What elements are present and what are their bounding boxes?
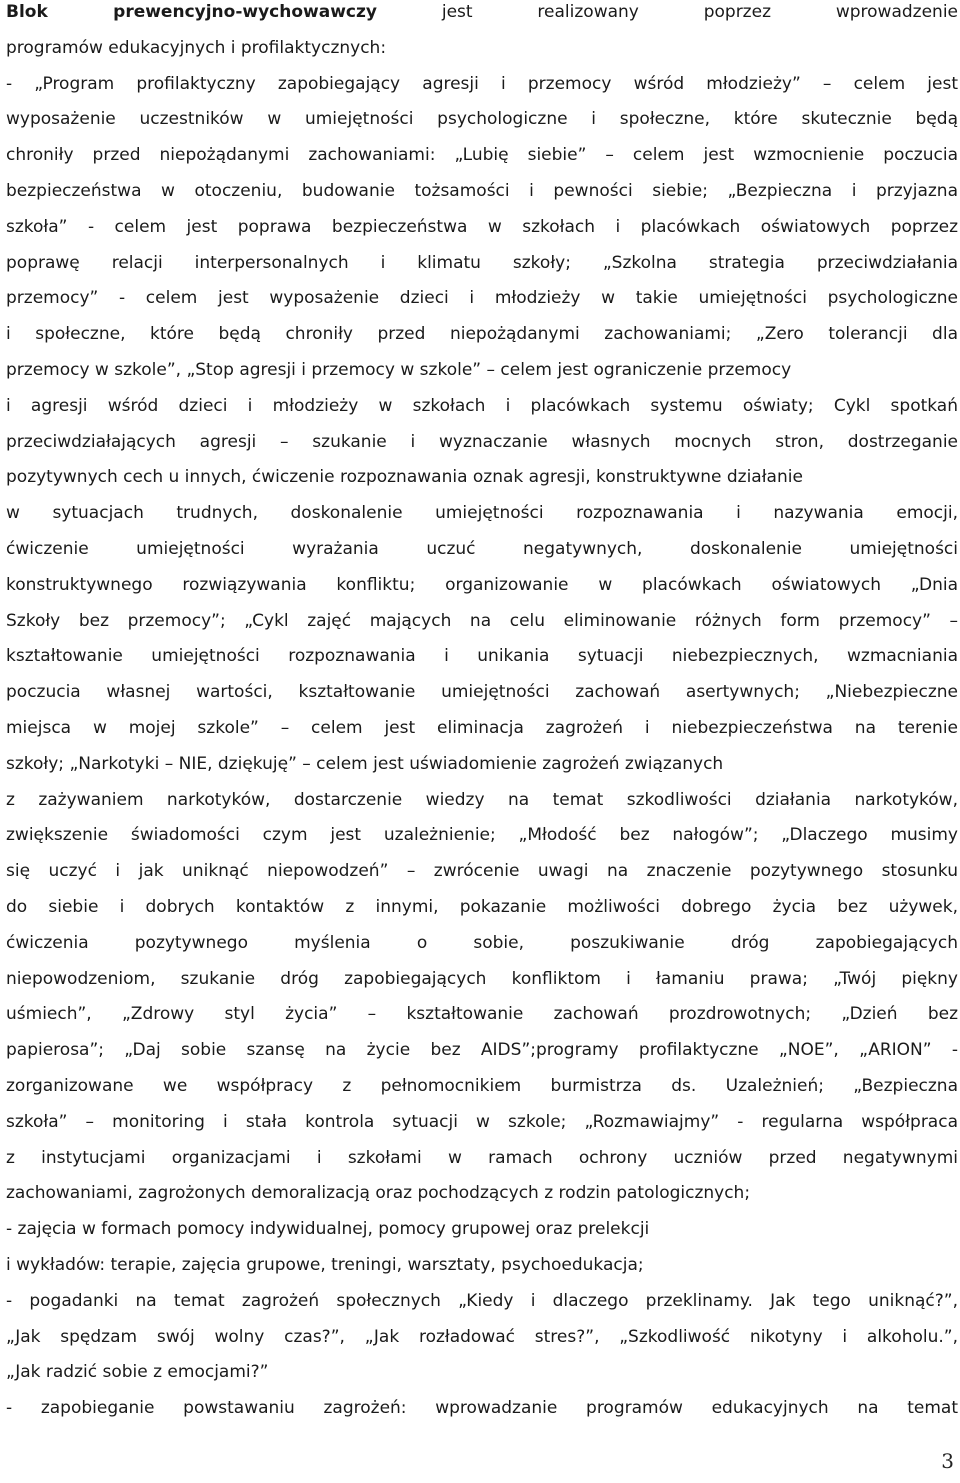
text-line: papierosa”; „Daj sobie szansę na życie bez AIDS”;programy profilaktyczne „NOE”, „ARION” - <box>6 1040 958 1061</box>
text-line: z instytucjami organizacjami i szkołami w ramach ochrony uczniów przed negatywnymi <box>6 1147 958 1168</box>
text-line: programów edukacyjnych i profilaktycznych: <box>6 37 387 58</box>
text-line: konstruktywnego rozwiązywania konfliktu; organizowanie w placówkach oświatowych „Dnia <box>6 574 958 595</box>
text-line: i agresji wśród dzieci i młodzieży w szkołach i placówkach systemu oświaty; Cykl spotkań <box>6 395 958 416</box>
text-line: zwiększenie świadomości czym jest uzależnienie; „Młodość bez nałogów”; „Dlaczego musimy <box>6 825 958 846</box>
text-line: i wykładów: terapie, zajęcia grupowe, treningi, warsztaty, psychoedukacja; <box>6 1255 644 1275</box>
text-line: - zajęcia w formach pomocy indywidualnej, pomocy grupowej oraz prelekcji <box>6 1219 650 1240</box>
text-line: poprawę relacji interpersonalnych i klimatu szkoły; „Szkolna strategia przeciwdziałania <box>6 252 958 273</box>
text-line: szkoła” - celem jest poprawa bezpieczeństwa w szkołach i placówkach oświatowych poprzez <box>6 216 958 237</box>
text-line: Szkoły bez przemocy”; „Cykl zajęć mających na celu eliminowanie różnych form przemocy” – <box>6 610 958 631</box>
text-line: bezpieczeństwa w otoczeniu, budowanie tożsamości i pewności siebie; „Bezpieczna i przyjazna <box>6 181 958 201</box>
text-line: ćwiczenia pozytywnego myślenia o sobie, poszukiwanie dróg zapobiegających <box>6 932 958 953</box>
text-line: ćwiczenie umiejętności wyrażania uczuć negatywnych, doskonalenie umiejętności <box>6 539 958 559</box>
text-line: - „Program profilaktyczny zapobiegający agresji i przemocy wśród młodzieży” – celem jest <box>6 73 958 94</box>
text-line: do siebie i dobrych kontaktów z innymi, pokazanie możliwości dobrego życia bez używek, <box>6 897 958 917</box>
text-line: - zapobieganie powstawaniu zagrożeń: wprowadzanie programów edukacyjnych na temat <box>6 1398 958 1419</box>
text-line: wyposażenie uczestników w umiejętności psychologiczne i społeczne, które skutecznie będą <box>6 109 958 130</box>
text-line: z zażywaniem narkotyków, dostarczenie wiedzy na temat szkodliwości działania narkotyków, <box>6 789 958 810</box>
text-line-1 <box>6 0 958 24</box>
text-line: się uczyć i jak uniknąć niepowodzeń” – zwrócenie uwagi na znaczenie pozytywnego stosunku <box>6 861 958 882</box>
text-line: „Jak radzić sobie z emocjami?” <box>6 1362 269 1383</box>
text-line: - pogadanki na temat zagrożeń społecznych „Kiedy i dlaczego przeklinamy. Jak tego uniknąć?”, <box>6 1290 958 1311</box>
text-line: poczucia własnej wartości, kształtowanie umiejętności zachowań asertywnych; „Niebezpieczne <box>6 682 958 703</box>
text-line: przeciwdziałających agresji – szukanie i wyznaczanie własnych mocnych stron, dostrzeganie <box>6 431 958 452</box>
text-line: miejsca w mojej szkole” – celem jest eliminacja zagrożeń i niebezpieczeństwa na terenie <box>6 718 958 738</box>
text-line: i społeczne, które będą chroniły przed niepożądanymi zachowaniami; „Zero tolerancji dla <box>6 324 958 345</box>
text-line: „Jak spędzam swój wolny czas?”, „Jak rozładować stres?”, „Szkodliwość nikotyny i alkoholu.”, <box>6 1326 958 1347</box>
text-line: zachowaniami, zagrożonych demoralizacją oraz pochodzących z rodzin patologicznych; <box>6 1183 751 1204</box>
text-line: szkoły; „Narkotyki – NIE, dziękuję” – celem jest uświadomienie zagrożeń związanych <box>6 753 724 774</box>
text-line: niepowodzeniom, szukanie dróg zapobiegających konfliktom i łamaniu prawa; „Twój piękny <box>6 968 958 989</box>
text-line: szkoła” – monitoring i stała kontrola sytuacji w szkole; „Rozmawiajmy” - regularna współpraca <box>6 1111 958 1132</box>
text-line: kształtowanie umiejętności rozpoznawania i unikania sytuacji niebezpiecznych, wzmacniania <box>6 646 958 667</box>
page-number: 3 <box>941 1449 954 1473</box>
text-line: zorganizowane we współpracy z pełnomocnikiem burmistrza ds. Uzależnień; „Bezpieczna <box>6 1076 958 1096</box>
heading-continuation: jest realizowany poprzez wprowadzenie <box>441 2 959 22</box>
text-line: w sytuacjach trudnych, doskonalenie umiejętności rozpoznawania i nazywania emocji, <box>6 503 958 524</box>
text-line: uśmiech”, „Zdrowy styl życia” – kształtowanie zachowań prozdrowotnych; „Dzień bez <box>6 1004 958 1025</box>
text-line: chroniły przed niepożądanymi zachowaniami: „Lubię siebie” – celem jest wzmocnienie poczucia <box>6 145 958 166</box>
section-heading: Blok prewencyjno-wychowawczy <box>6 2 377 22</box>
text-line: pozytywnych cech u innych, ćwiczenie rozpoznawania oznak agresji, konstruktywne działanie <box>6 467 803 488</box>
text-line: przemocy w szkole”, „Stop agresji i przemocy w szkole” – celem jest ograniczenie przemocy <box>6 360 792 380</box>
text-line: przemocy” - celem jest wyposażenie dzieci i młodzieży w takie umiejętności psychologiczne <box>6 288 958 309</box>
